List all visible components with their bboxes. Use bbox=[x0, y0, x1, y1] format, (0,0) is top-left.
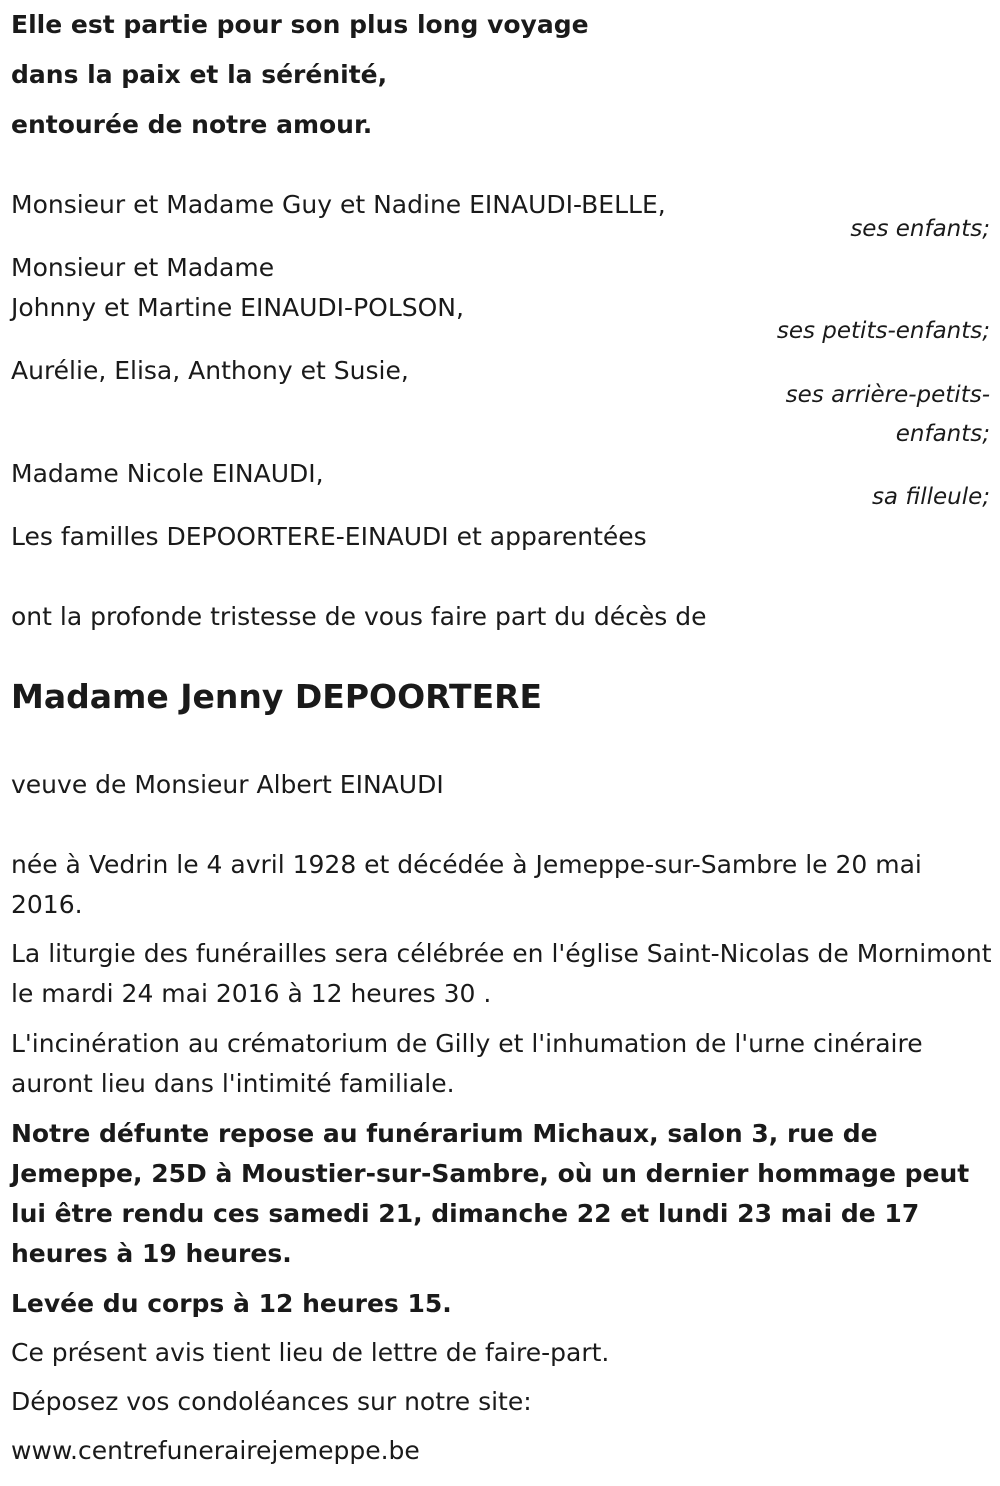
announcement-text: ont la profonde tristesse de vous faire part du décès de bbox=[11, 602, 707, 631]
funeral-home-text: Notre défunte repose au funérarium Michaux, salon 3, rue de Jemeppe, 25D à Moustier-sur-Sambre, où un dernier hommage peut lui être rendu ces samedi 21, dimanche 22 et lundi 23 mai de 17 heures à 19 heures. bbox=[11, 1119, 970, 1268]
family-grandchildren-line-1: Monsieur et Madame bbox=[11, 253, 275, 282]
family-great-grandchildren: Aurélie, Elisa, Anthony et Susie, bbox=[11, 356, 409, 385]
relation-great-grandchildren-2: enfants; bbox=[895, 421, 990, 447]
intro-line-1: Elle est partie pour son plus long voyage bbox=[11, 10, 589, 39]
cremation-text: L'incinération au crématorium de Gilly et l'inhumation de l'urne cinéraire auront lieu dans l'intimité familiale. bbox=[11, 1029, 923, 1098]
intro-line-2: dans la paix et la sérénité, bbox=[11, 60, 388, 89]
family-grandchildren-line-2: Johnny et Martine EINAUDI-POLSON, bbox=[11, 293, 464, 322]
notice-text: Ce présent avis tient lieu de lettre de faire-part. bbox=[11, 1338, 610, 1367]
relation-goddaughter: sa filleule; bbox=[871, 484, 990, 510]
family-goddaughter: Madame Nicole EINAUDI, bbox=[11, 459, 324, 488]
deceased-name: Madame Jenny DEPOORTERE bbox=[11, 677, 543, 716]
condolences-text: Déposez vos condoléances sur notre site: bbox=[11, 1387, 532, 1416]
family-children: Monsieur et Madame Guy et Nadine EINAUDI-BELLE, bbox=[11, 190, 666, 219]
website-link[interactable]: www.centrefunerairejemeppe.be bbox=[11, 1436, 420, 1465]
birth-death-text: née à Vedrin le 4 avril 1928 et décédée à Jemeppe-sur-Sambre le 20 mai 2016. bbox=[11, 850, 922, 919]
intro-line-3: entourée de notre amour. bbox=[11, 110, 373, 139]
relation-great-grandchildren-1: ses arrière-petits- bbox=[785, 382, 990, 408]
liturgy-text: La liturgie des funérailles sera célébrée en l'église Saint-Nicolas de Mornimont le mardi 24 mai 2016 à 12 heures 30 . bbox=[11, 939, 992, 1008]
family-extended: Les familles DEPOORTERE-EINAUDI et apparentées bbox=[11, 522, 647, 551]
body-removal-text: Levée du corps à 12 heures 15. bbox=[11, 1289, 452, 1318]
widow-of: veuve de Monsieur Albert EINAUDI bbox=[11, 770, 444, 799]
relation-children: ses enfants; bbox=[850, 216, 990, 242]
relation-grandchildren: ses petits-enfants; bbox=[776, 318, 990, 344]
